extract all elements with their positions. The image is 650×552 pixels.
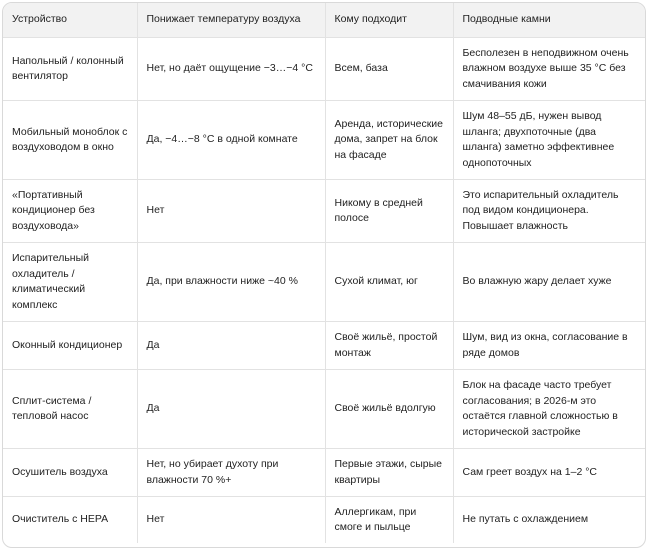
table-row	[3, 449, 645, 497]
cell-pitfalls: Во влажную жару делает хуже	[453, 243, 645, 322]
cell-pitfalls: Это испарительный охладитель под видом кондиционера. Повышает влажность	[453, 180, 645, 243]
table-header-row	[3, 3, 645, 38]
cell-suitable-for: Никому в средней полосе	[325, 180, 453, 243]
comparison-table-card	[2, 2, 646, 548]
cell-lowers-temperature: Да, −4…−8 °C в одной комнате	[137, 101, 325, 180]
table-row	[3, 322, 645, 370]
table-row	[3, 38, 645, 101]
cell-suitable-for: Своё жильё вдолгую	[325, 370, 453, 449]
header-device: Устройство	[3, 3, 137, 38]
cell-suitable-for: Сухой климат, юг	[325, 243, 453, 322]
cell-device: Сплит-система / тепловой насос	[3, 370, 137, 449]
cell-pitfalls: Блок на фасаде часто требует согласования; в 2026-м это остаётся главной сложностью в исторической застройке	[453, 370, 645, 449]
cell-device: Испарительный охладитель / климатический комплекс	[3, 243, 137, 322]
header-pitfalls: Подводные камни	[453, 3, 645, 38]
table-row	[3, 101, 645, 180]
table-row	[3, 180, 645, 243]
cell-pitfalls: Шум 48–55 дБ, нужен вывод шланга; двухпоточные (два шланга) заметно эффективнее однопоточных	[453, 101, 645, 180]
cell-suitable-for: Всем, база	[325, 38, 453, 101]
cell-device: Напольный / колонный вентилятор	[3, 38, 137, 101]
cell-pitfalls: Шум, вид из окна, согласование в ряде домов	[453, 322, 645, 370]
table-row	[3, 243, 645, 322]
cell-device: «Портативный кондиционер без воздуховода»	[3, 180, 137, 243]
cell-suitable-for: Аллергикам, при смоге и пыльце	[325, 497, 453, 544]
cell-lowers-temperature: Да, при влажности ниже ~40 %	[137, 243, 325, 322]
header-lowers-temperature: Понижает температуру воздуха	[137, 3, 325, 38]
cell-lowers-temperature: Нет	[137, 180, 325, 243]
cell-pitfalls: Бесполезен в неподвижном очень влажном воздухе выше 35 °C без смачивания кожи	[453, 38, 645, 101]
cell-device: Осушитель воздуха	[3, 449, 137, 497]
cell-suitable-for: Своё жильё, простой монтаж	[325, 322, 453, 370]
cell-lowers-temperature: Нет, но убирает духоту при влажности 70 %+	[137, 449, 325, 497]
header-suitable-for: Кому подходит	[325, 3, 453, 38]
cell-suitable-for: Аренда, исторические дома, запрет на блок на фасаде	[325, 101, 453, 180]
table-row	[3, 370, 645, 449]
cell-lowers-temperature: Нет, но даёт ощущение −3…−4 °C	[137, 38, 325, 101]
table-row	[3, 497, 645, 544]
cell-lowers-temperature: Нет	[137, 497, 325, 544]
cell-device: Очиститель с HEPA	[3, 497, 137, 544]
cell-lowers-temperature: Да	[137, 370, 325, 449]
cell-suitable-for: Первые этажи, сырые квартиры	[325, 449, 453, 497]
cell-lowers-temperature: Да	[137, 322, 325, 370]
cell-device: Мобильный моноблок с воздуховодом в окно	[3, 101, 137, 180]
cell-device: Оконный кондиционер	[3, 322, 137, 370]
comparison-table	[3, 3, 645, 543]
cell-pitfalls: Не путать с охлаждением	[462, 513, 589, 526]
cell-pitfalls: Сам греет воздух на 1–2 °C	[453, 449, 645, 497]
